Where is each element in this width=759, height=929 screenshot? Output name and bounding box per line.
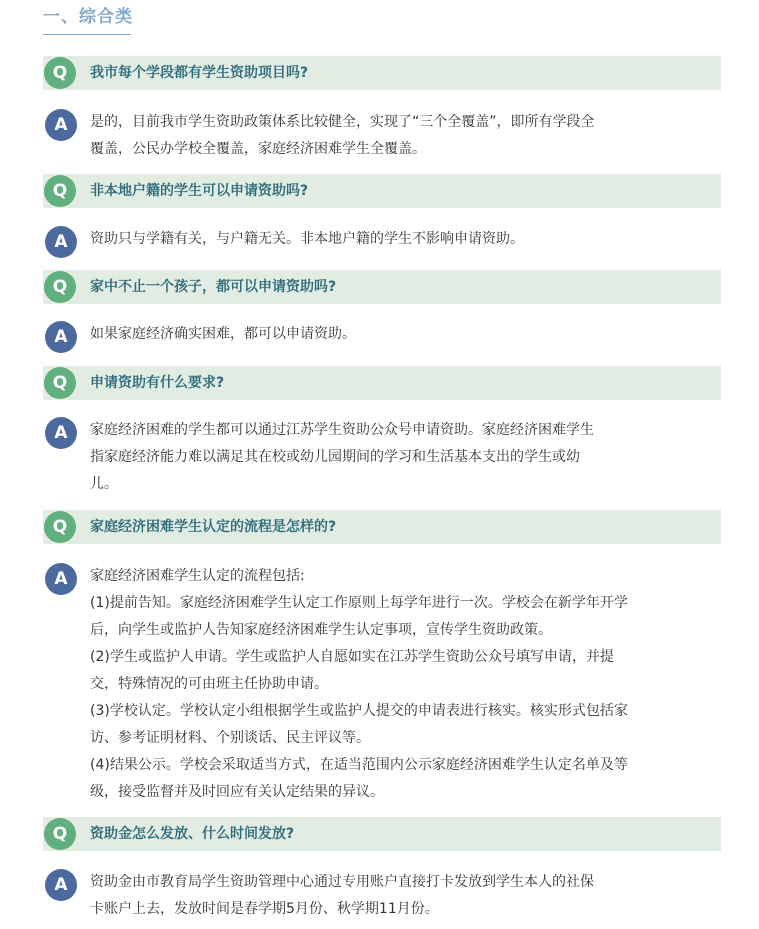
answer-block-6 [43,869,723,925]
section-title-underline [43,34,131,35]
a-badge-icon: A [45,869,77,901]
question-text-4: 申请资助有什么要求? [90,375,225,391]
q-badge-icon: Q [44,57,76,89]
a-badge-icon: A [45,563,77,595]
answer-block-3 [43,321,723,351]
answer-line: (4)结果公示。学校会采取适当方式，在适当范围内公示家庭经济困难学生认定名单及等 [90,757,628,773]
q-badge-icon: Q [44,271,76,303]
question-bar-5 [43,510,721,544]
a-badge-icon: A [45,109,77,141]
question-bar-3 [43,270,721,304]
question-bar-6 [43,817,721,851]
q-badge-icon: Q [44,511,76,543]
question-text-6: 资助金怎么发放、什么时间发放? [90,826,295,842]
answer-block-2 [43,226,723,256]
answer-line: 卡账户上去，发放时间是春学期5月份、秋学期11月份。 [90,901,439,917]
a-badge-icon: A [45,417,77,449]
answer-line: 访、参考证明材料、个别谈话、民主评议等。 [90,730,370,746]
q-badge-icon: Q [44,818,76,850]
answer-text-2 [90,226,710,253]
answer-line: 家庭经济困难学生认定的流程包括: [90,568,305,584]
question-text-5: 家庭经济困难学生认定的流程是怎样的? [90,519,337,535]
answer-block-5 [43,563,723,808]
answer-line: 如果家庭经济确实困难，都可以申请资助。 [90,326,356,342]
a-badge-icon: A [45,321,77,353]
answer-text-3 [90,321,710,348]
answer-line: (1)提前告知。家庭经济困难学生认定工作原则上每学年进行一次。学校会在新学年开学 [90,595,628,611]
question-bar-4 [43,366,721,400]
q-badge-icon: Q [44,175,76,207]
answer-text-1 [90,109,710,163]
question-text-3: 家中不止一个孩子，都可以申请资助吗? [90,279,337,295]
answer-line: 指家庭经济能力难以满足其在校或幼儿园期间的学习和生活基本支出的学生或幼 [90,449,580,465]
answer-text-6 [90,869,710,923]
answer-text-5 [90,563,710,806]
answer-line: 覆盖，公民办学校全覆盖，家庭经济困难学生全覆盖。 [90,141,426,157]
answer-line: 后，向学生或监护人告知家庭经济困难学生认定事项，宣传学生资助政策。 [90,622,552,638]
answer-text-4 [90,417,710,498]
question-text-1: 我市每个学段都有学生资助项目吗? [90,65,309,81]
answer-block-4 [43,417,723,501]
a-badge-icon: A [45,226,77,258]
answer-line: 资助金由市教育局学生资助管理中心通过专用账户直接打卡发放到学生本人的社保 [90,874,594,890]
answer-line: 资助只与学籍有关，与户籍无关。非本地户籍的学生不影响申请资助。 [90,231,524,247]
answer-line: 家庭经济困难的学生都可以通过江苏学生资助公众号申请资助。家庭经济困难学生 [90,422,594,438]
q-badge-icon: Q [44,367,76,399]
answer-line: (3)学校认定。学校认定小组根据学生或监护人提交的申请表进行核实。核实形式包括家 [90,703,628,719]
answer-line: 交，特殊情况的可由班主任协助申请。 [90,676,328,692]
question-text-2: 非本地户籍的学生可以申请资助吗? [90,183,309,199]
answer-line: (2)学生或监护人申请。学生或监护人自愿如实在江苏学生资助公众号填写申请，并提 [90,649,614,665]
answer-line: 级，接受监督并及时回应有关认定结果的异议。 [90,784,384,800]
answer-block-1 [43,109,723,165]
question-bar-1 [43,56,721,90]
answer-line: 儿。 [90,476,118,492]
question-bar-2 [43,174,721,208]
answer-line: 是的，目前我市学生资助政策体系比较健全，实现了“三个全覆盖”，即所有学段全 [90,114,595,130]
section-title: 一、综合类 [43,7,133,27]
